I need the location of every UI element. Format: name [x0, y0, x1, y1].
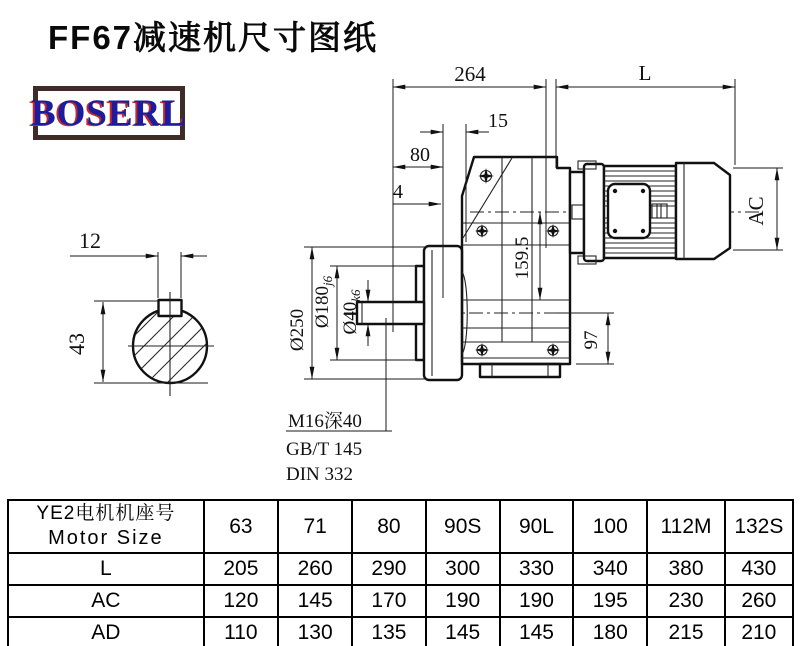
cell-AD-90L: 145 — [500, 617, 573, 646]
header-size-132S: 132S — [725, 500, 793, 553]
note-din-standard: DIN 332 — [286, 464, 354, 485]
cell-AD-63: 110 — [204, 617, 278, 646]
dim-250: Ø250 — [287, 308, 308, 352]
dim-80: 80 — [410, 144, 430, 166]
header-size-90S: 90S — [426, 500, 500, 553]
cell-L-71: 260 — [278, 553, 352, 585]
cell-AC-90L: 190 — [500, 585, 573, 617]
reducer-side-view — [344, 157, 760, 380]
dim-4: 4 — [393, 181, 403, 203]
cell-L-63: 205 — [204, 553, 278, 585]
motor — [604, 163, 730, 259]
cell-AC-63: 120 — [204, 585, 278, 617]
motor-size-table — [7, 499, 794, 646]
table-row-AC — [8, 585, 793, 617]
header-size-100: 100 — [573, 500, 647, 553]
row-label-AD: AD — [8, 617, 204, 646]
header-size-112M: 112M — [647, 500, 724, 553]
dim-97: 97 — [581, 330, 602, 350]
dim-159-5: 159.5 — [512, 236, 533, 280]
row-label-L: L — [8, 553, 204, 585]
cell-AC-112M: 230 — [647, 585, 724, 617]
cell-AD-100: 180 — [573, 617, 647, 646]
dim-40: $Ø40_{k6}$ — [340, 289, 363, 335]
header-size-63: 63 — [204, 500, 278, 553]
header-motor-size — [8, 500, 204, 553]
table-row-AD — [8, 617, 793, 646]
header-motor-size-en: Motor Size — [48, 526, 164, 549]
header-size-90L: 90L — [500, 500, 573, 553]
dim-15: 15 — [488, 110, 508, 132]
note-gb-standard: GB/T 145 — [286, 439, 363, 460]
cell-L-112M: 380 — [647, 553, 724, 585]
dim-AC: AC — [744, 196, 768, 226]
cell-AC-90S: 190 — [426, 585, 500, 617]
shaft-cross-section — [70, 260, 260, 450]
header-size-71: 71 — [278, 500, 352, 553]
cell-L-100: 340 — [573, 553, 647, 585]
cell-AD-112M: 215 — [647, 617, 724, 646]
cell-AC-80: 170 — [352, 585, 425, 617]
cell-L-80: 290 — [352, 553, 425, 585]
table-row-L — [8, 553, 793, 585]
cell-AD-132S: 210 — [725, 617, 793, 646]
cell-AD-90S: 145 — [426, 617, 500, 646]
cell-L-132S: 430 — [725, 553, 793, 585]
cell-L-90L: 330 — [500, 553, 573, 585]
dim-L: L — [638, 61, 652, 85]
dim-180: $Ø180_{j6}$ — [312, 275, 335, 329]
row-label-AC: AC — [8, 585, 204, 617]
cell-AD-80: 135 — [352, 617, 425, 646]
table-header-row — [8, 500, 793, 553]
note-tapped-hole: M16深40 — [288, 411, 362, 432]
dim-12: 12 — [79, 228, 101, 253]
cell-AC-100: 195 — [573, 585, 647, 617]
page-title: FF67减速机尺寸图纸 — [48, 19, 379, 56]
cell-AC-132S: 260 — [725, 585, 793, 617]
header-size-80: 80 — [352, 500, 425, 553]
cell-AD-71: 130 — [278, 617, 352, 646]
boserl-logo-text: BOSERL — [30, 92, 188, 134]
header-motor-size-cjk: YE2电机机座号 — [36, 503, 176, 525]
dim-43: 43 — [64, 333, 89, 355]
cell-L-90S: 300 — [426, 553, 500, 585]
cell-AC-71: 145 — [278, 585, 352, 617]
dim-264: 264 — [454, 62, 486, 86]
